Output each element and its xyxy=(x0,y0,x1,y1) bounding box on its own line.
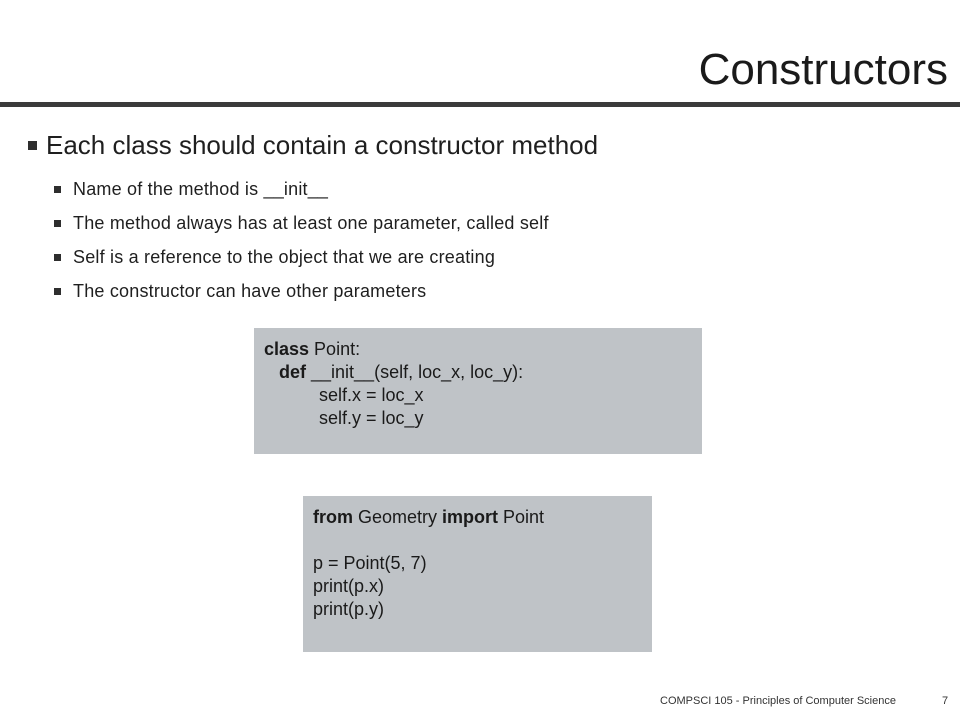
class-definition-code-box xyxy=(254,328,702,454)
page-number: 7 xyxy=(942,695,949,707)
main-bullet-text: Each class should contain a constructor method xyxy=(46,130,599,160)
code-text: Point: xyxy=(309,339,361,359)
code-indent xyxy=(264,362,279,382)
footer-course-name: COMPSCI 105 - Principles of Computer Science xyxy=(660,695,896,707)
sub-bullet-text: Self is a reference to the object that we are creating xyxy=(73,247,496,267)
square-bullet-icon xyxy=(54,254,61,261)
code-keyword: from xyxy=(313,507,353,527)
title-divider xyxy=(0,102,960,107)
code-line: print(p.x) xyxy=(313,576,385,596)
code-keyword: def xyxy=(279,362,307,382)
sub-bullet-text: The method always has at least one parameter, called self xyxy=(73,213,549,233)
sub-bullet-list xyxy=(54,172,549,308)
code-line: p = Point(5, 7) xyxy=(313,553,427,573)
sub-bullet xyxy=(54,274,549,308)
code-keyword: class xyxy=(264,339,310,359)
code-keyword: import xyxy=(442,507,499,527)
code-text: Geometry xyxy=(353,507,443,527)
code-blank-line xyxy=(313,529,652,552)
square-bullet-icon xyxy=(54,186,61,193)
code-line xyxy=(313,506,652,529)
usage-code-box xyxy=(303,496,652,652)
code-line: print(p.y) xyxy=(313,599,385,619)
code-line: self.y = loc_y xyxy=(264,408,424,428)
sub-bullet xyxy=(54,206,549,240)
slide-title: Constructors xyxy=(698,45,948,94)
square-bullet-icon xyxy=(28,141,37,150)
square-bullet-icon xyxy=(54,220,61,227)
code-line xyxy=(264,338,702,361)
code-text: Point xyxy=(498,507,545,527)
square-bullet-icon xyxy=(54,288,61,295)
code-line xyxy=(264,361,702,384)
code-line: self.x = loc_x xyxy=(264,385,424,405)
sub-bullet xyxy=(54,240,549,274)
sub-bullet-text: Name of the method is __init__ xyxy=(73,179,329,199)
sub-bullet-text: The constructor can have other parameters xyxy=(73,281,427,301)
sub-bullet xyxy=(54,172,549,206)
main-bullet xyxy=(28,128,598,162)
code-text: __init__(self, loc_x, loc_y): xyxy=(306,362,524,382)
